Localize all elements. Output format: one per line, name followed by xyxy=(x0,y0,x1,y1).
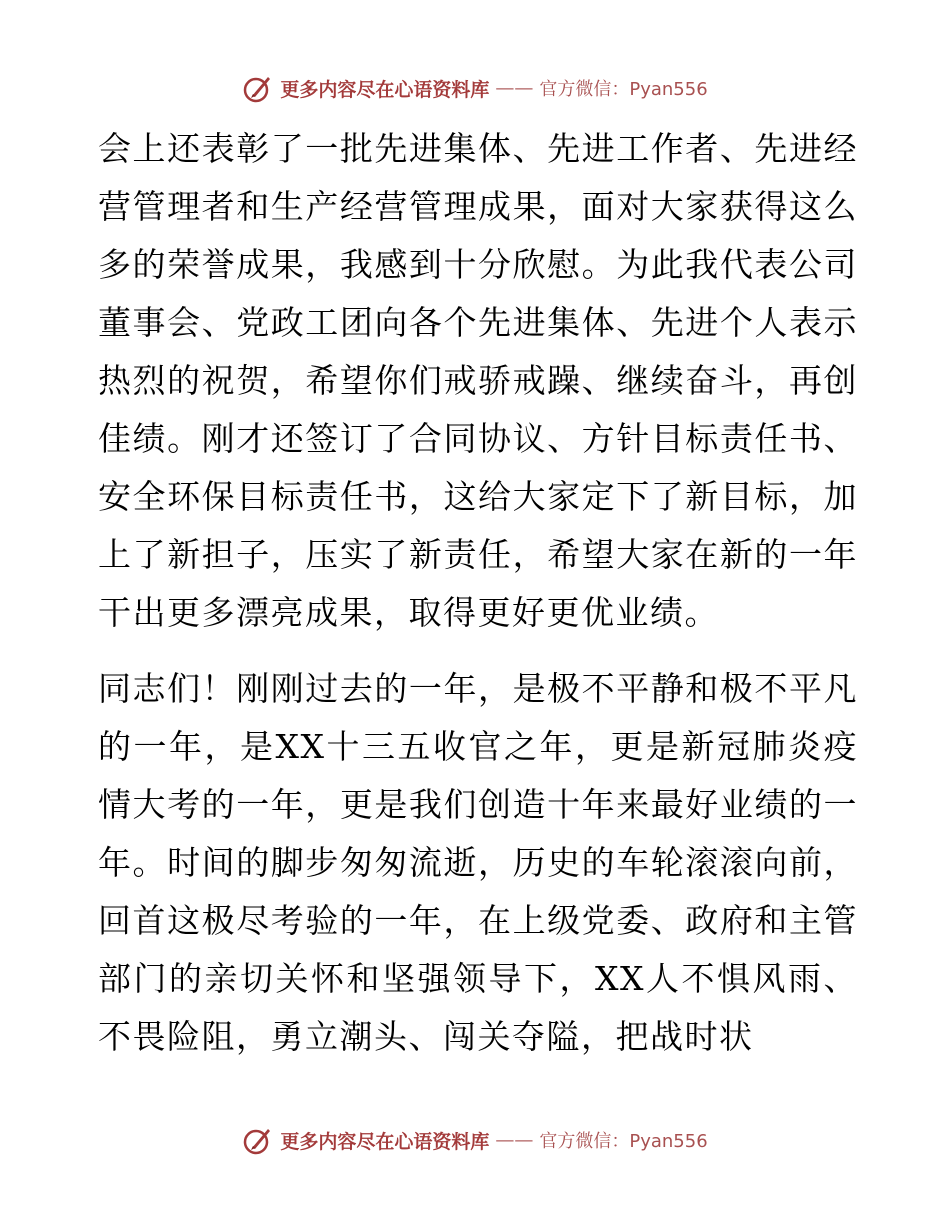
header-watermark-banner xyxy=(0,68,950,108)
banner-site-name: 更多内容尽在心语资料库 xyxy=(280,78,490,101)
banner-wechat-id: 官方微信：Pyan556 xyxy=(539,79,708,100)
banner-separator: —— xyxy=(495,77,534,99)
footer-watermark-banner xyxy=(0,1120,950,1160)
body-paragraph-1: 会上还表彰了一批先进集体、先进工作者、先进经营管理者和生产经营管理成果，面对大家获得这么多的荣誉成果，我感到十分欣慰。为此我代表公司董事会、党政工团向各个先进集体、先进个人表示热烈的祝贺，希望你们戒骄戒躁、继续奋斗，再创佳绩。刚才还签订了合同协议、方针目标责任书、安全环保目标责任书，这给大家定下了新目标，加上了新担子，压实了新责任，希望大家在新的一年干出更多漂亮成果，取得更好更优业绩。 xyxy=(98,129,858,632)
feather-pen-logo-icon xyxy=(242,72,274,104)
banner-wechat-id: 官方微信：Pyan556 xyxy=(539,1131,708,1152)
feather-pen-logo-icon xyxy=(242,1124,274,1156)
banner-separator: —— xyxy=(495,1129,534,1151)
banner-site-name: 更多内容尽在心语资料库 xyxy=(280,1130,490,1153)
body-paragraph-2: 同志们！刚刚过去的一年，是极不平静和极不平凡的一年，是XX十三五收官之年，更是新冠肺炎疫情大考的一年，更是我们创造十年来最好业绩的一年。时间的脚步匆匆流逝，历史的车轮滚滚向前，回首这极尽考验的一年，在上级党委、政府和主管部门的亲切关怀和坚强领导下，XX人不惧风雨、不畏险阻，勇立潮头、闯关夺隘，把战时状 xyxy=(98,669,858,1056)
